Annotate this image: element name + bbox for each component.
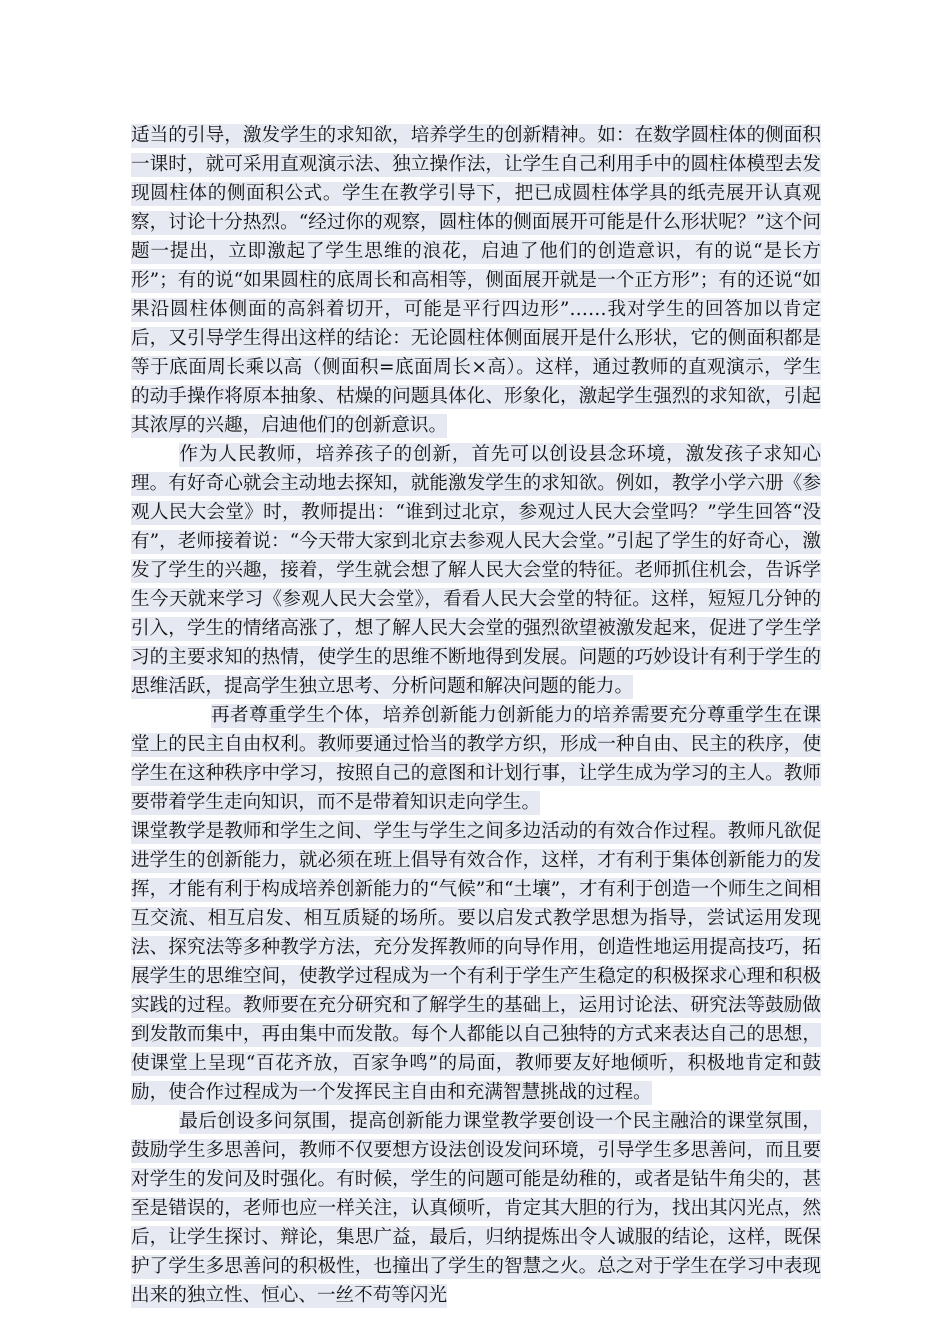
paragraph-questioning <box>131 1107 821 1310</box>
paragraph-curiosity <box>131 440 821 701</box>
paragraph-respect-individual <box>131 701 821 817</box>
paragraph-text: 再者尊重学生个体，培养创新能力创新能力的培养需要充分尊重学生在课堂上的民主自由权利。教师要通过恰当的教学方织，形成一种自由、民主的秩序，使学生在这种秩序中学习，按照自己的意图和计划行事，让学生成为学习的主人。教师要带着学生走向知识，而不是带着知识走向学生。 <box>131 705 821 813</box>
paragraph-text: 作为人民教师，培养孩子的创新，首先可以创设县念环境，激发孩子求知心理。有好奇心就会主动地去探知，就能激发学生的求知欲。例如，教学小学六册《参观人民大会堂》时，教师提出：“谁到过北京，参观过人民大会堂吗？”学生回答“没有”，老师接着说：“今天带大家到北京去参观人民大会堂。”引起了学生的好奇心，激发了学生的兴趣，接着，学生就会想了解人民大会堂的特征。老师抓住机会，告诉学生今天就来学习《参观人民大会堂》，看看人民大会堂的特征。这样，短短几分钟的引入，学生的情绪高涨了，想了解人民大会堂的强烈欲望被激发起来，促进了学生学习的主要求知的热情，使学生的思维不断地得到发展。问题的巧妙设计有利于学生的思维活跃，提高学生独立思考、分析问题和解决问题的能力。 <box>131 444 821 697</box>
paragraph-text: 课堂教学是教师和学生之间、学生与学生之间多边活动的有效合作过程。教师凡欲促进学生的创新能力，就必须在班上倡导有效合作，这样，才有利于集体创新能力的发挥，才能有利于构成培养创新能力的“气候”和“土壤”，才有利于创造一个师生之间相互交流、相互启发、相互质疑的场所。要以启发式教学思想为指导，尝试运用发现法、探究法等多种教学方法，充分发挥教师的向导作用，创造性地运用提高技巧，拓展学生的思维空间，使教学过程成为一个有利于学生产生稳定的积极探求心理和积极实践的过程。教师要在充分研究和了解学生的基础上，运用讨论法、研究法等鼓励做到发散而集中，再由集中而发散。每个人都能以自己独特的方式来表达自己的思想，使课堂上呈现“百花齐放，百家争鸣”的局面，教师要友好地倾听，积极地肯定和鼓励，使合作过程成为一个发挥民主自由和充满智慧挑战的过程。 <box>131 821 821 1103</box>
document-page <box>131 121 821 1310</box>
paragraph-cooperation <box>131 817 821 1107</box>
paragraph-text: 最后创设多问氛围，提高创新能力课堂教学要创设一个民主融洽的课堂氛围，鼓励学生多思善问，教师不仅要想方设法创设发问环境，引导学生多思善问，而且要对学生的发问及时强化。有时候，学生的问题可能是幼稚的，或者是钻牛角尖的，甚至是错误的，老师也应一样关注，认真倾听，肯定其大胆的行为，找出其闪光点，然后，让学生探讨、辩论，集思广益，最后，归纳提炼出令人诚服的结论，这样，既保护了学生多思善问的积极性，也撞出了学生的智慧之火。总之对于学生在学习中表现出来的独立性、恒心、一丝不苟等闪光 <box>131 1111 821 1306</box>
paragraph-text: 适当的引导，激发学生的求知欲，培养学生的创新精神。如：在数学圆柱体的侧面积一课时，就可采用直观演示法、独立操作法，让学生自己利用手中的圆柱体模型去发现圆柱体的侧面积公式。学生在教学引导下，把已成圆柱体学具的纸壳展开认真观察，讨论十分热烈。“经过你的观察，圆柱体的侧面展开可能是什么形状呢？”这个问题一提出，立即激起了学生思维的浪花，启迪了他们的创造意识，有的说“是长方形”；有的说“如果圆柱的底周长和高相等，侧面展开就是一个正方形”；有的还说“如果沿圆柱体侧面的高斜着切开，可能是平行四边形”……我对学生的回答加以肯定后，又引导学生得出这样的结论：无论圆柱体侧面展开是什么形状，它的侧面积都是等于底面周长乘以高（侧面积=底面周长×高）。这样，通过教师的直观演示，学生的动手操作将原本抽象、枯燥的问题具体化、形象化，激起学生强烈的求知欲，引起其浓厚的兴趣，启迪他们的创新意识。 <box>131 125 821 436</box>
paragraph-cylinder-lesson <box>131 121 821 440</box>
